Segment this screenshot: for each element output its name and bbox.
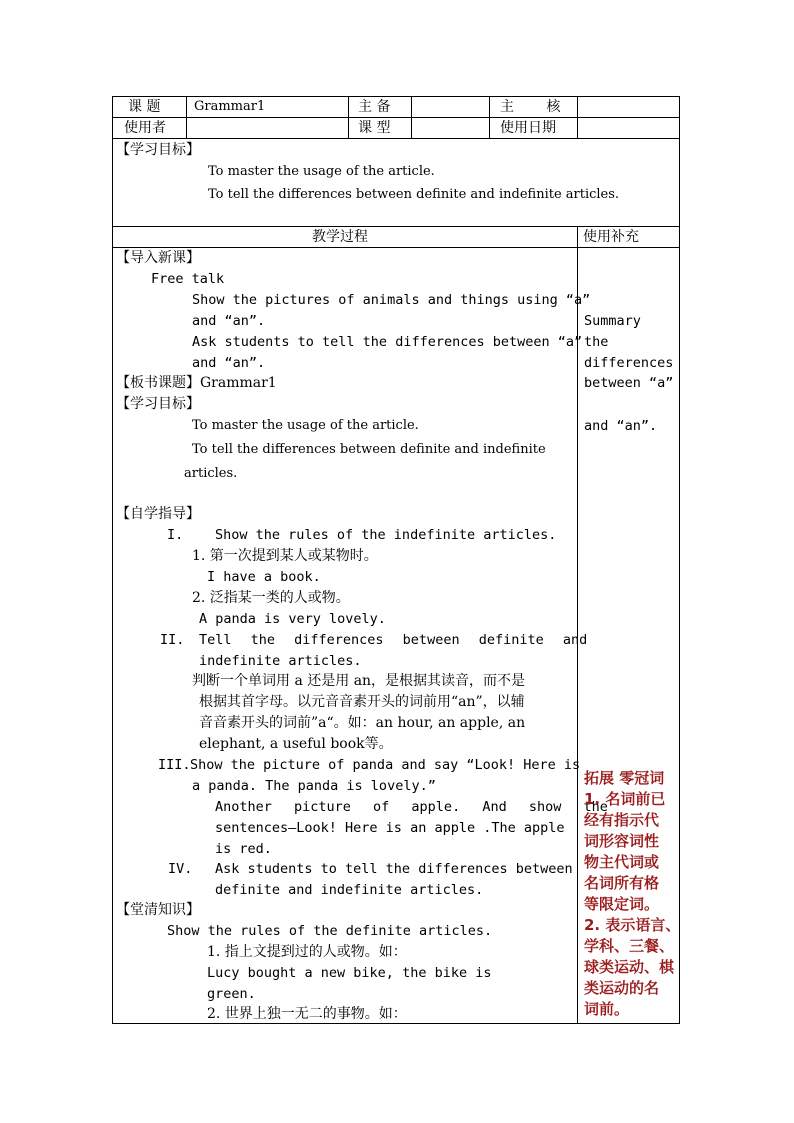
user-label: 使用者 <box>124 120 166 136</box>
extension-line: 词形容词性 <box>584 832 660 850</box>
guide-note: 音音素开头的词前”a“。如：an hour, an apple, an <box>199 715 526 731</box>
guide-num: II. <box>160 632 185 648</box>
prep-label: 主 备 <box>358 99 391 115</box>
guide-example: A panda is very lovely. <box>199 611 386 627</box>
guide-text: Ask students to tell the differences between <box>215 861 573 877</box>
col-divider <box>186 96 187 138</box>
objective-line: To master the usage of the article. <box>192 418 419 433</box>
guide-note: elephant, a useful book等。 <box>199 736 393 752</box>
type-label: 课 型 <box>358 120 391 136</box>
objective-line: To tell the differences between definite and indefinite articles. <box>208 187 620 202</box>
class-heading: 【堂清知识】 <box>116 902 200 918</box>
col-divider <box>577 96 578 138</box>
guide-num: IV. <box>168 861 193 877</box>
class-item: 2. 世界上独一无二的事物。如： <box>207 1006 407 1022</box>
extension-line: 学科、三餐、 <box>584 937 675 955</box>
row-divider <box>112 138 680 139</box>
intro-text: Show the pictures of animals and things using “a” <box>192 292 591 308</box>
extension-line: 球类运动、棋 <box>584 958 675 976</box>
extension-line: 名词所有格 <box>584 874 660 892</box>
intro-line <box>192 292 591 308</box>
guide-note: 判断一个单词用 a 还是用 an，是根据其读音，而不是 <box>192 673 526 689</box>
free-talk: Free talk <box>151 271 225 287</box>
guide-example: I have a book. <box>207 569 321 585</box>
guide-text: sentences—Look! Here is an apple .The apple <box>215 820 565 836</box>
intro-heading: 【导入新课】 <box>116 250 200 266</box>
intro-line: and “an”. <box>192 355 266 371</box>
objective-line: To tell the differences between definite and indefinite <box>192 442 546 457</box>
supplement-summary: the <box>584 334 609 350</box>
class-intro: Show the rules of the definite articles. <box>167 923 493 939</box>
guide-text: is red. <box>215 841 272 857</box>
guide-sub: 2. 泛指某一类的人或物。 <box>192 590 350 606</box>
date-label: 使用日期 <box>500 120 556 136</box>
objectives-heading: 【学习目标】 <box>116 142 200 158</box>
guide-text: Show the picture of panda and say “Look! Here is <box>190 757 581 773</box>
guide-num: III. <box>158 757 191 773</box>
intro-line: and “an”. <box>192 313 266 329</box>
extension-line: 2. 表示语言、 <box>584 916 681 934</box>
guide-num: I. <box>167 527 184 543</box>
class-example: Lucy bought a new bike, the bike is <box>207 965 492 981</box>
supplement-heading: 使用补充 <box>583 229 639 245</box>
extension-line: 物主代词或 <box>584 853 660 871</box>
objective-line: articles. <box>184 466 238 481</box>
extension-line: 经有指示代 <box>584 811 660 829</box>
class-example: green. <box>207 986 256 1002</box>
topic-value: Grammar1 <box>194 99 266 114</box>
supplement-summary: differences <box>584 355 674 371</box>
guide-text: indefinite articles. <box>199 653 362 669</box>
board-title: 【板书课题】Grammar1 <box>116 375 277 391</box>
row-divider <box>112 247 680 248</box>
extension-line: 拓展 零冠词 <box>584 769 665 787</box>
guide-text: Another picture of apple. And show the <box>215 799 608 815</box>
guide-text: Tell the differences between definite and <box>199 632 588 648</box>
extension-line: 等限定词。 <box>584 895 660 913</box>
supplement-summary: and “an”. <box>584 418 658 434</box>
row-divider <box>112 226 680 227</box>
intro-line: Ask students to tell the differences between “a” <box>192 334 583 350</box>
guide-text: a panda. The panda is lovely.” <box>192 778 436 794</box>
col-divider <box>348 96 349 138</box>
review-label: 主 核 <box>500 99 561 115</box>
col-divider <box>411 96 412 138</box>
row-divider <box>112 117 680 118</box>
guide-text: Show the rules of the indefinite articles. <box>215 527 557 543</box>
col-divider <box>489 96 490 138</box>
guide-heading: 【自学指导】 <box>116 506 200 522</box>
objectives-heading-2: 【学习目标】 <box>116 396 200 412</box>
extension-line: 词前。 <box>584 1000 630 1018</box>
guide-text: definite and indefinite articles. <box>215 882 484 898</box>
supplement-summary: Summary <box>584 313 641 329</box>
process-heading: 教学过程 <box>312 229 368 245</box>
extension-line: 1. 名词前已 <box>584 790 666 808</box>
supplement-summary: between “a” <box>584 375 674 391</box>
guide-note: 根据其首字母。以元音音素开头的词前用“an”，以辅 <box>199 694 525 710</box>
topic-label: 课 题 <box>128 99 161 115</box>
class-item: 1. 指上文提到过的人或物。如： <box>207 944 407 960</box>
objective-line: To master the usage of the article. <box>208 164 435 179</box>
guide-sub: 1. 第一次提到某人或某物时。 <box>192 548 378 564</box>
extension-line: 类运动的名 <box>584 979 660 997</box>
